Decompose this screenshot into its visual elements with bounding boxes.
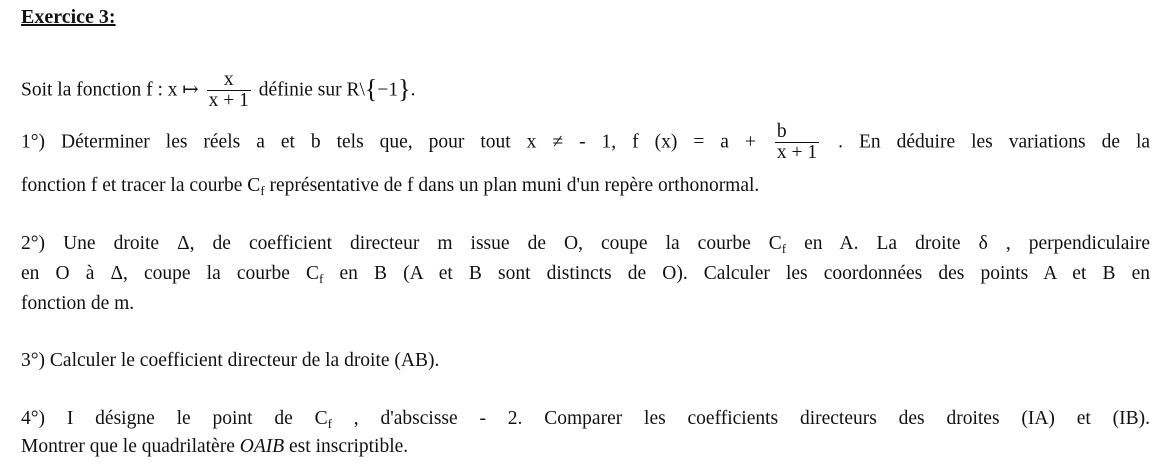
set-brace-close: } bbox=[398, 74, 411, 104]
q4-l1-a: 4°) I désigne le point de C bbox=[21, 408, 328, 429]
curve-subscript: f bbox=[781, 241, 787, 256]
q3-line: 3°) Calculer le coefficient directeur de la droite (AB). bbox=[21, 350, 440, 371]
q1-line-1 bbox=[21, 122, 1150, 164]
q1-text-after: . En déduire les variations de la bbox=[838, 131, 1151, 153]
intro-fraction-denominator: x + 1 bbox=[208, 90, 249, 112]
curve-subscript: f bbox=[327, 416, 332, 431]
intro-line bbox=[21, 70, 416, 112]
quadrilateral-name: OAIB bbox=[239, 436, 285, 457]
intro-fraction bbox=[207, 70, 251, 112]
curve-subscript: f bbox=[319, 271, 324, 286]
q2-l2-a: en O à Δ, coupe la courbe C bbox=[21, 263, 320, 284]
intro-text-before: Soit la fonction f : x ↦ bbox=[21, 79, 199, 101]
q4-l2-b: est inscriptible. bbox=[284, 436, 409, 457]
intro-fraction-numerator: x bbox=[207, 70, 251, 91]
q2-line-1 bbox=[21, 233, 1150, 257]
q1-line2-before: fonction f et tracer la courbe C bbox=[21, 175, 261, 196]
q4-l1-b: , d'abscisse - 2. Comparer les coefficients directeurs des droites (IA) et (IB). bbox=[331, 408, 1151, 429]
set-brace-open: { bbox=[364, 74, 378, 104]
q1-fraction-numerator: b bbox=[775, 122, 819, 143]
q2-l1-a: 2°) Une droite Δ, de coefficient directeur m issue de O, coupe la courbe C bbox=[21, 233, 782, 254]
q1-fraction bbox=[775, 122, 819, 164]
q1-text-before: 1°) Déterminer les réels a et b tels que, pour tout x ≠ - 1, f (x) = a + bbox=[21, 131, 756, 153]
q2-l1-b: en A. La droite δ , perpendiculaire bbox=[786, 233, 1150, 254]
exercise-title: Exercice 3: bbox=[21, 6, 116, 28]
intro-text-after: définie sur R\ bbox=[258, 79, 365, 101]
q4-l2-a: Montrer que le quadrilatère bbox=[21, 436, 240, 457]
set-value: −1 bbox=[377, 79, 399, 101]
q2-line-2 bbox=[21, 263, 1150, 287]
q2-line-3: fonction de m. bbox=[21, 293, 135, 314]
q4-line-2 bbox=[21, 436, 408, 458]
q1-line2-after: représentative de f dans un plan muni d'un repère orthonormal. bbox=[264, 175, 760, 196]
q2-l2-b: en B (A et B sont distincts de O). Calculer les coordonnées des points A et B en bbox=[323, 263, 1151, 284]
intro-text-end: . bbox=[410, 79, 416, 101]
q1-line-2 bbox=[21, 175, 759, 199]
q4-line-1 bbox=[21, 408, 1150, 432]
q1-fraction-denominator: x + 1 bbox=[776, 142, 818, 164]
curve-subscript: f bbox=[260, 183, 265, 198]
